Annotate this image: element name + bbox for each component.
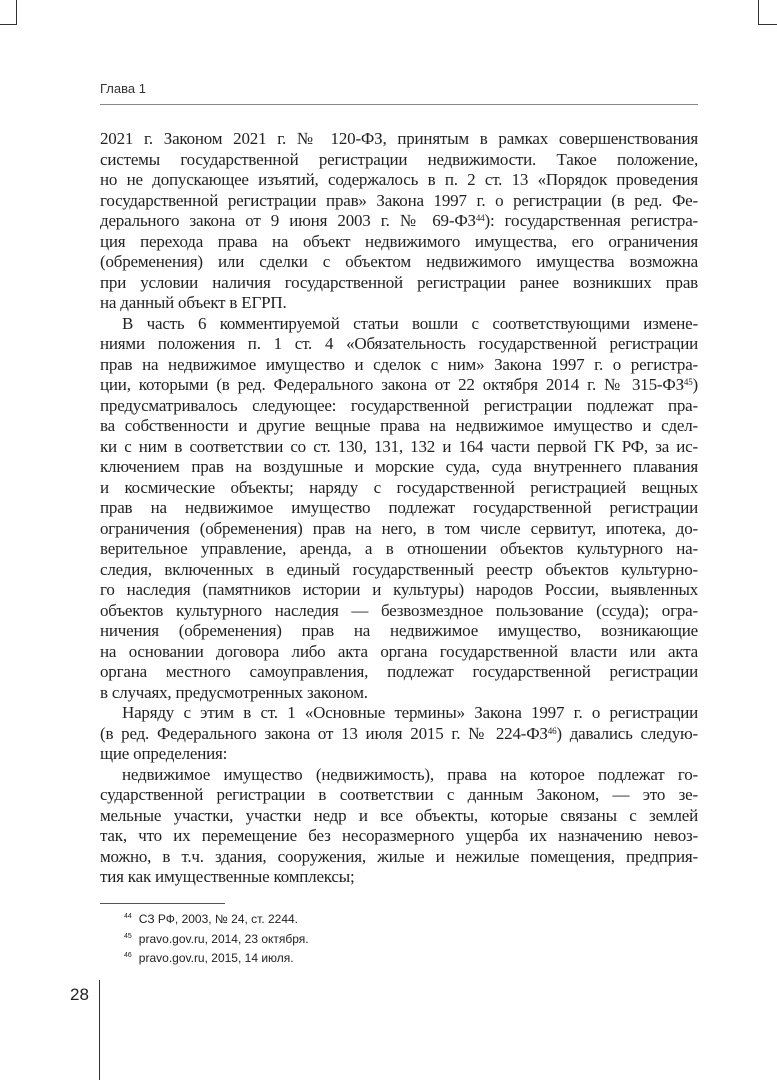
text-line (100, 621, 698, 642)
text-line (100, 129, 698, 150)
line-text: ): государственная регистра- (484, 211, 698, 230)
line-text: ва собственности и другие вещные права на недвижимое имущество и сдел- (100, 416, 698, 435)
line-text: следия, включенных в единый государственный реестр объектов культурно- (100, 559, 698, 579)
text-line (100, 662, 698, 683)
text-line (100, 375, 698, 396)
line-text: Наряду с этим в ст. 1 «Основные термины» Закона 1997 г. о регистрации (122, 703, 698, 722)
line-text: ) (692, 375, 698, 394)
line-text: можно, в т.ч. здания, сооружения, жилые и нежилые помещения, предприя- (100, 846, 698, 866)
line-text: го наследия (памятников истории и культуры) народов России, выявленных (100, 580, 698, 599)
body-text (100, 129, 698, 888)
crop-mark-top-right (758, 24, 777, 25)
text-line (100, 826, 698, 847)
line-text: (обременения) или сделки с объектом недвижимого имущества возможна (100, 252, 698, 271)
text-line (100, 847, 698, 868)
page-number: 28 (70, 985, 89, 1004)
text-line (100, 416, 698, 437)
line-text: в случаях, предусмотренных законом. (100, 682, 368, 702)
text-line (100, 396, 698, 417)
line-text: ) давались следую- (556, 723, 699, 743)
line-text: ограничения (обременения) прав на него, в том числе сервитут, ипотека, до- (100, 518, 698, 538)
line-text: ниями положения п. 1 ст. 4 «Обязательность государственной регистрации (100, 334, 698, 353)
text-line (100, 437, 698, 458)
text-line (100, 580, 698, 601)
text-line (100, 683, 698, 704)
text-line (100, 539, 698, 560)
text-line (100, 293, 698, 314)
text-line (100, 273, 698, 294)
line-text: органа местного самоуправления, подлежат государственной регистрации (100, 662, 698, 681)
line-text: мельные участки, участки недр и все объекты, которые связаны с землей (100, 805, 698, 825)
footnote-text: СЗ РФ, 2003, № 24, ст. 2244. (138, 912, 299, 926)
footnote-ref[interactable]: 44 (475, 213, 485, 223)
line-text: щие определения: (100, 744, 228, 763)
line-text: системы государственной регистрации недвижимости. Такое положение, (100, 149, 698, 169)
line-text: прав на недвижимое имущество подлежат государственной регистрации (100, 498, 698, 517)
footnote-ref[interactable]: 46 (547, 725, 557, 736)
line-text: ки с ним в соответствии со ст. 130, 131, 132 и 164 части первой ГК РФ, за ис- (100, 436, 698, 456)
line-text: верительное управление, аренда, а в отношении объектов культурного на- (100, 539, 698, 558)
text-line (100, 211, 698, 232)
text-line (100, 806, 698, 827)
text-line (100, 703, 698, 724)
line-text: ция перехода права на объект недвижимого имущества, его ограничения (100, 231, 698, 251)
text-line (100, 765, 698, 786)
footnote-rule (100, 903, 225, 904)
line-text: на основании договора либо акта органа государственной власти или акта (100, 641, 698, 661)
line-text: объектов культурного наследия — безвозмездное пользование (ссуда); огра- (100, 600, 698, 620)
footnote-text: pravo.gov.ru, 2014, 23 октября. (138, 931, 309, 946)
line-text: на данный объект в ЕГРП. (100, 293, 287, 312)
text-line (100, 252, 698, 273)
text-line (100, 232, 698, 253)
line-text: при условии наличия государственной регистрации ранее возникших прав (100, 272, 698, 292)
line-text: ции, которыми (в ред. Федерального закона от 22 октября 2014 г. № 315-ФЗ (100, 375, 684, 394)
text-line (100, 601, 698, 622)
crop-mark-top-left (0, 24, 17, 25)
line-text: и космические объекты; наряду с государственной регистрацией вещных (100, 477, 698, 497)
text-line (100, 560, 698, 581)
text-line (100, 744, 698, 765)
line-text: но не допускающее изъятий, содержалось в п. 2 ст. 13 «Порядок проведения (100, 170, 698, 189)
text-line (100, 642, 698, 663)
line-text: дерального закона от 9 июня 2003 г. № 69-ФЗ (100, 211, 476, 230)
line-text: ничения (обременения) прав на недвижимое имущество, возникающие (100, 621, 698, 640)
text-line (100, 355, 698, 376)
text-line (100, 334, 698, 355)
line-text: предусматривалось следующее: государственной регистрации подлежат пра- (100, 395, 698, 415)
page-number-rule (99, 980, 100, 1080)
text-line (100, 150, 698, 171)
line-text: государственной регистрации прав» Закона 1997 г. о регистрации (в ред. Фе- (100, 190, 698, 210)
footnote (124, 910, 309, 930)
footnote (124, 930, 309, 950)
crop-mark-top-right (758, 0, 759, 25)
line-text: прав на недвижимое имущество и сделок с ним» Закона 1997 г. о регистра- (100, 354, 698, 374)
line-text: 2021 г. Законом 2021 г. № 120-ФЗ, принятым в рамках совершенствования (100, 129, 698, 148)
line-text: тия как имущественные комплексы; (100, 867, 355, 886)
header-rule (100, 104, 698, 105)
text-line (100, 314, 698, 335)
footnote-number: 44 (124, 913, 132, 920)
text-line (100, 519, 698, 540)
footnote-number: 46 (124, 952, 132, 959)
text-line (100, 724, 698, 745)
footnote (124, 949, 309, 969)
text-line (100, 498, 698, 519)
running-header: Глава 1 (100, 81, 146, 96)
line-text: (в ред. Федерального закона от 13 июля 2015 г. № 224-ФЗ (100, 723, 548, 743)
footnote-ref[interactable]: 45 (683, 377, 693, 387)
footnote-number: 45 (124, 932, 132, 940)
line-text: сударственной регистрации в соответствии с данным Законом, — это зе- (100, 785, 698, 804)
text-line (100, 478, 698, 499)
text-line (100, 785, 698, 806)
text-line (100, 867, 698, 888)
text-line (100, 191, 698, 212)
line-text: В часть 6 комментируемой статьи вошли с соответствующими измене- (122, 313, 698, 333)
line-text: ключением прав на воздушные и морские суда, суда внутреннего плавания (100, 457, 698, 476)
text-line (100, 457, 698, 478)
crop-mark-top-left (16, 0, 17, 25)
footnotes (124, 910, 309, 969)
text-line (100, 170, 698, 191)
line-text: недвижимое имущество (недвижимость), права на которое подлежат го- (122, 764, 698, 784)
line-text: так, что их перемещение без несоразмерного ущерба их назначению невоз- (100, 826, 698, 845)
footnote-text: pravo.gov.ru, 2015, 14 июля. (138, 951, 294, 965)
